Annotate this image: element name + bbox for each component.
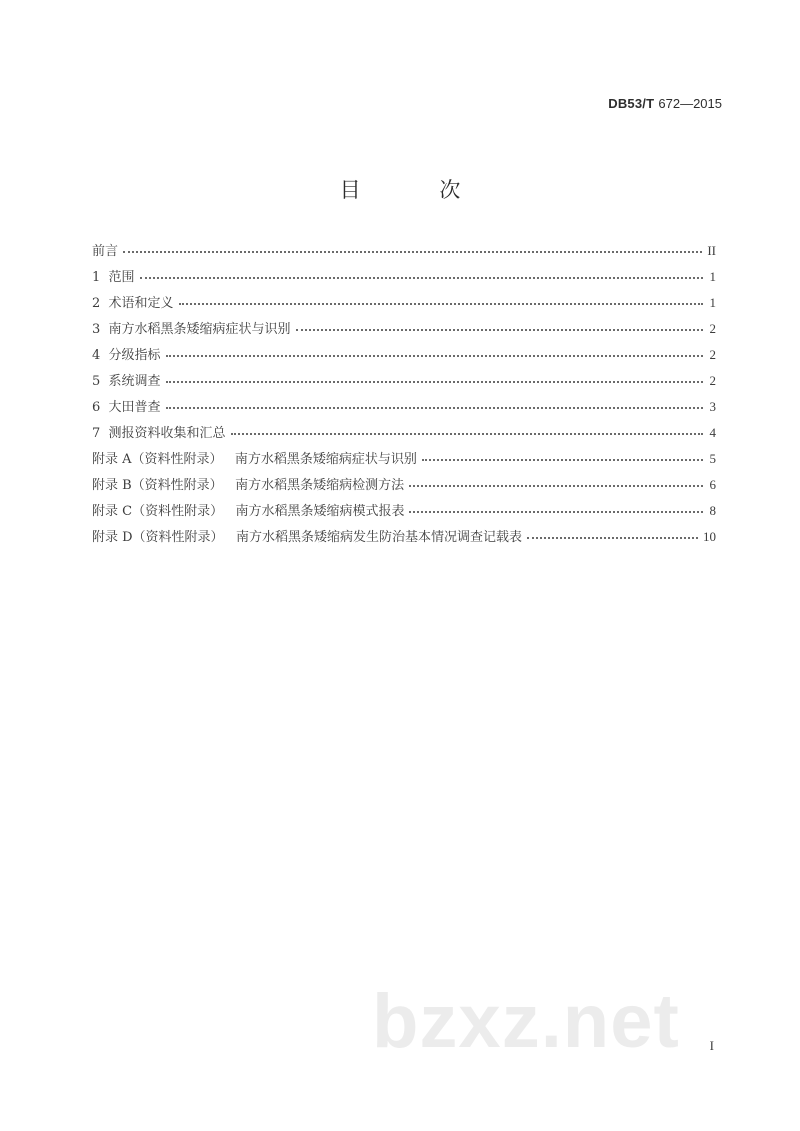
toc-entry-page: 1 (709, 295, 716, 310)
toc-entry-label: 4 分级指标 (92, 348, 161, 363)
toc-entry-data-collection[interactable] (92, 422, 716, 448)
toc-entry-grading[interactable] (92, 344, 716, 370)
standard-number: 672—2015 (658, 96, 722, 111)
toc-leader-dots (296, 319, 703, 331)
toc-leader-dots (140, 267, 703, 279)
toc-entry-label: 附录 B（资料性附录） 南方水稻黑条矮缩病检测方法 (92, 478, 405, 493)
toc-leader-dots (123, 241, 702, 253)
toc-entry-label: 6 大田普查 (92, 400, 161, 415)
toc-entry-page: 2 (709, 373, 716, 388)
toc-entry-label: 附录 D（资料性附录） 南方水稻黑条矮缩病发生防治基本情况调查记载表 (92, 530, 522, 545)
toc-entry-page: 6 (709, 477, 716, 492)
toc-entry-label: 1 范围 (92, 270, 135, 285)
toc-entry-terms[interactable] (92, 292, 716, 318)
toc-entry-label: 5 系统调查 (92, 374, 161, 389)
toc-entry-system-survey[interactable] (92, 370, 716, 396)
toc-entry-page: 2 (709, 347, 716, 362)
toc-entry-symptoms[interactable] (92, 318, 716, 344)
toc-entry-foreword[interactable] (92, 240, 716, 266)
toc-entry-field-census[interactable] (92, 396, 716, 422)
toc-leader-dots (166, 371, 703, 383)
toc-entry-page: 1 (709, 269, 716, 284)
standard-code-header (608, 96, 722, 112)
standard-code: DB53/T (608, 96, 655, 111)
toc-entry-page: 3 (709, 399, 716, 414)
watermark: bzxz.net (372, 979, 680, 1064)
toc-entry-page: 4 (709, 425, 716, 440)
page-number: I (709, 1038, 714, 1053)
toc-entry-appendix-a[interactable] (92, 448, 716, 474)
toc-entry-page: II (707, 243, 716, 258)
toc-leader-dots (166, 397, 703, 409)
toc-entry-page: 2 (709, 321, 716, 336)
toc-entry-page: 10 (703, 529, 716, 544)
toc-leader-dots (409, 475, 703, 487)
toc-list (92, 240, 716, 552)
toc-entry-label: 3 南方水稻黑条矮缩病症状与识别 (92, 322, 291, 337)
toc-entry-label: 附录 A（资料性附录） 南方水稻黑条矮缩病症状与识别 (92, 452, 417, 467)
toc-leader-dots (409, 501, 703, 513)
toc-leader-dots (422, 449, 703, 461)
toc-entry-appendix-d[interactable] (92, 526, 716, 552)
toc-entry-label: 附录 C（资料性附录） 南方水稻黑条矮缩病模式报表 (92, 504, 405, 519)
toc-entry-label: 7 测报资料收集和汇总 (92, 426, 226, 441)
toc-title: 目 次 (339, 178, 497, 202)
toc-entry-label: 2 术语和定义 (92, 296, 174, 311)
toc-leader-dots (166, 345, 703, 357)
toc-entry-appendix-b[interactable] (92, 474, 716, 500)
toc-leader-dots (231, 423, 703, 435)
toc-entry-appendix-c[interactable] (92, 500, 716, 526)
toc-entry-page: 8 (709, 503, 716, 518)
toc-leader-dots (179, 293, 703, 305)
toc-leader-dots (527, 527, 698, 539)
toc-entry-page: 5 (709, 451, 716, 466)
toc-entry-scope[interactable] (92, 266, 716, 292)
toc-entry-label: 前言 (92, 244, 119, 259)
